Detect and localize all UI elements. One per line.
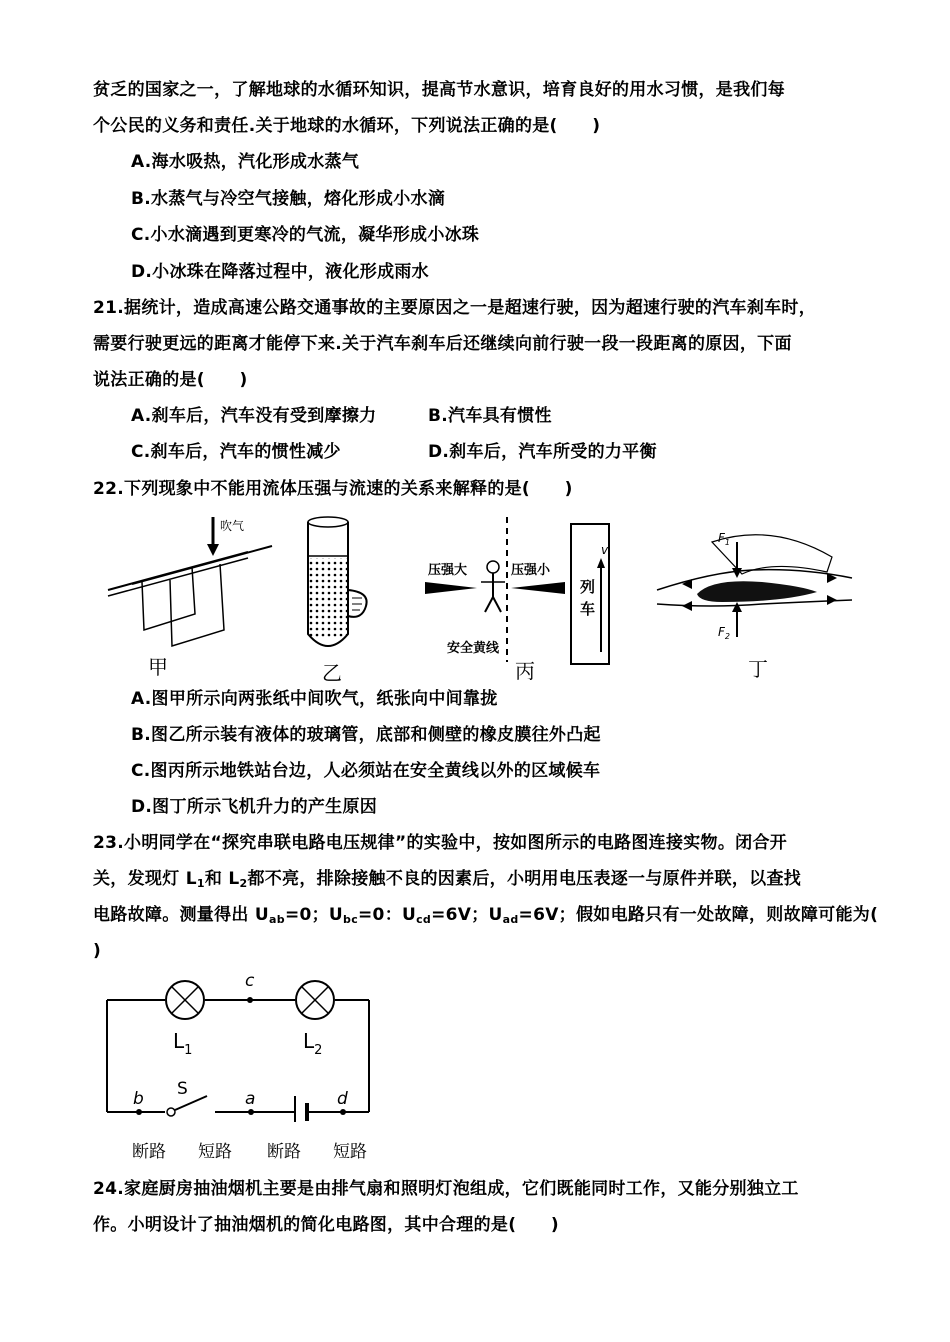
switch-s-label: S (177, 1079, 188, 1099)
q23-answer-1: 断路 (132, 1142, 166, 1162)
lamp-l1 (166, 981, 204, 1019)
train-label-1: 列 (580, 578, 596, 596)
press-big-label: 压强大 (428, 563, 468, 578)
wind-arrow-left (425, 582, 477, 594)
paper-sheet-left (142, 567, 195, 630)
node-c (247, 997, 253, 1003)
q23-line-1: 23.小明同学在“探究串联电路电压规律”的实验中，按如图所示的电路图连接实物。闭合开 (93, 833, 788, 853)
q21-option-a: A.刹车后，汽车没有受到摩擦力 (131, 406, 377, 426)
q20-option-d: D.小冰珠在降落过程中，液化形成雨水 (131, 262, 429, 282)
figure-yi (290, 512, 400, 682)
q20-option-a: A.海水吸热，汽化形成水蒸气 (131, 152, 360, 172)
q20-option-b: B.水蒸气与冷空气接触，熔化形成小水滴 (131, 189, 446, 209)
q22-line-1: 22.下列现象中不能用流体压强与流速的关系来解释的是( ) (93, 479, 573, 499)
q22-option-c: C.图丙所示地铁站台边，人必须站在安全黄线以外的区域候车 (131, 761, 601, 781)
figure-bing-label: 丙 (515, 659, 535, 682)
q20-line-2: 个公民的义务和责任.关于地球的水循环，下列说法正确的是( ) (93, 116, 601, 136)
q21-line-1: 21.据统计，造成高速公路交通事故的主要原因之一是超速行驶，因为超速行驶的汽车刹车时， (93, 298, 817, 318)
lamp-l2-label: $L_2$ (303, 1029, 323, 1058)
battery (295, 1096, 307, 1122)
node-a-label: a (245, 1089, 256, 1109)
velocity-label: v (601, 543, 609, 557)
q21-line-3: 说法正确的是( ) (93, 370, 248, 390)
q24-line-1: 24.家庭厨房抽油烟机主要是由排气扇和照明灯泡组成，它们既能同时工作，又能分别独立工 (93, 1179, 799, 1199)
figure-yi-label: 乙 (322, 661, 342, 682)
q23-line-4: ) (93, 941, 102, 961)
q21-option-b: B.汽车具有惯性 (428, 406, 552, 426)
node-d-label: d (337, 1089, 348, 1109)
blow-label: 吹气 (220, 519, 245, 533)
q21-line-2: 需要行驶更远的距离才能停下来.关于汽车刹车后还继续向前行驶一段一段距离的原因，下面 (93, 334, 792, 354)
q23-line-3: 电路故障。测量得出 $U_{ab}=0$；$U_{bc}=0$：$U_{cd}=6V$；$U_{ad}=6V$；假如电路只有一处故障，则故障可能为( (93, 905, 879, 926)
q22-option-b: B.图乙所示装有液体的玻璃管，底部和侧壁的橡皮膜往外凸起 (131, 725, 601, 745)
tube-liquid (309, 558, 347, 638)
q24-line-2: 作。小明设计了抽油烟机的简化电路图，其中合理的是( ) (93, 1215, 559, 1235)
q23-line-2: 关，发现灯 $L_1$和 $L_2$都不亮，排除接触不良的因素后，小明用电压表逐一与原件并联，以查找 (93, 869, 802, 890)
figure-ding-label: 丁 (748, 657, 768, 681)
figure-ding (652, 512, 857, 687)
q23-answer-4: 短路 (333, 1142, 367, 1162)
lamp-l1-label: $L_1$ (173, 1029, 193, 1058)
figure-bing (425, 512, 625, 682)
node-d (340, 1109, 346, 1115)
q20-option-c: C.小水滴遇到更寒冷的气流，凝华形成小冰珠 (131, 225, 480, 245)
circuit-diagram (95, 972, 385, 1122)
blow-arrow-head (207, 544, 219, 556)
figure-jia-label: 甲 (148, 655, 168, 679)
force-f1-label: $F_1$ (718, 531, 730, 547)
q21-option-c: C.刹车后，汽车的惯性减少 (131, 442, 341, 462)
node-b (136, 1109, 142, 1115)
q21-option-d: D.刹车后，汽车所受的力平衡 (428, 442, 657, 462)
side-membrane (348, 590, 367, 617)
node-c-label: c (245, 972, 255, 991)
q22-option-d: D.图丁所示飞机升力的产生原因 (131, 797, 378, 817)
q22-option-a: A.图甲所示向两张纸中间吹气，纸张向中间靠拢 (131, 689, 498, 709)
q23-answer-2: 短路 (198, 1142, 232, 1162)
node-b-label: b (133, 1089, 144, 1109)
airfoil (697, 581, 817, 602)
figure-jia (100, 512, 280, 682)
person-head (487, 561, 499, 573)
press-small-label: 压强小 (511, 563, 551, 578)
q20-line-1: 贫乏的国家之一，了解地球的水循环知识，提高节水意识，培育良好的用水习惯，是我们每 (93, 80, 785, 100)
wind-arrow-right (511, 582, 565, 594)
node-a (248, 1109, 254, 1115)
force-f2-label: $F_2$ (718, 625, 730, 641)
train-label-2: 车 (580, 600, 596, 618)
safety-line-label: 安全黄线 (447, 641, 500, 656)
wing-surface (712, 535, 832, 574)
q23-answer-3: 断路 (267, 1142, 301, 1162)
switch-s (167, 1096, 207, 1116)
lamp-l2 (296, 981, 334, 1019)
